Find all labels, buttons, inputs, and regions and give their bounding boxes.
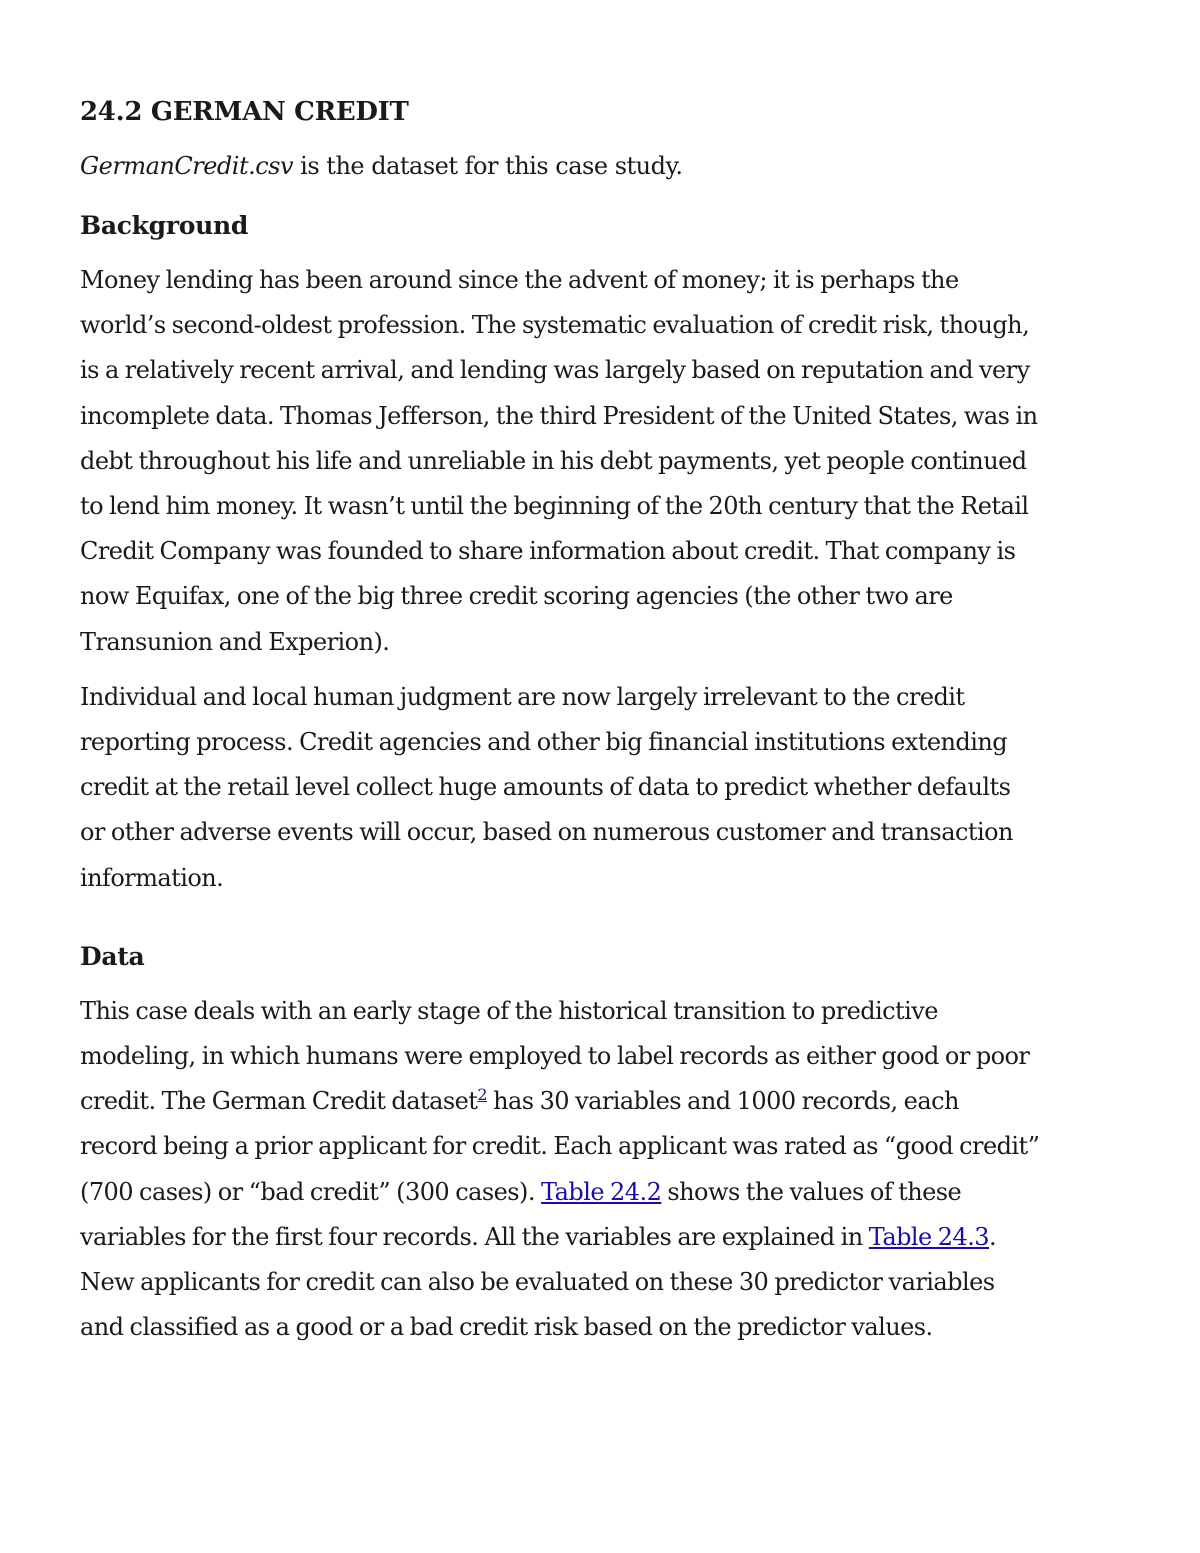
section-title: 24.2 GERMAN CREDIT (80, 97, 409, 127)
background-paragraph-1: Money lending has been around since the advent of money; it is perhaps the world’s second-oldest profession. The systematic evaluation of credit risk, though, is a relatively recent arrival, and lending was largely based on reputation and very incomplete data. Thomas Jefferson, the third President of the United States, was in debt throughout his life and unreliable in his debt payments, yet people continued to lend him money. It wasn’t until the beginning of the 20th century that the Retail Credit Company was founded to share information about credit. That company is now Equifax, one of the big three credit scoring agencies (the other two are Transunion and Experion). (80, 266, 1038, 656)
intro-sentence (80, 148, 1040, 184)
data-text-part-2: has 30 variables and 1000 records, each record being a prior applicant for credit. Each applicant was rated as “good credit” (700 cases) or “bad credit” (300 cases). (80, 1087, 1040, 1206)
background-paragraph-2: Individual and local human judgment are now largely irrelevant to the credit reporting process. Credit agencies and other big financial institutions extending credit at the retail level collect huge amounts of data to predict whether defaults or other adverse events will occur, based on numerous customer and transaction information. (80, 682, 1013, 892)
data-text-part-4: . New applicants for credit can also be evaluated on these 30 predictor variables and classified as a good or a bad credit risk based on the predictor values. (80, 1222, 997, 1342)
document-page (80, 92, 1040, 1360)
background-heading: Background (80, 211, 249, 240)
footnote-marker (477, 1085, 487, 1104)
dataset-filename: GermanCredit.csv (80, 152, 294, 180)
table-24-2-link[interactable]: Table 24.2 (541, 1177, 662, 1206)
data-paragraph (80, 989, 1040, 1351)
data-text-part-3: shows the values of these variables for the first four records. All the variables are explained in (80, 1177, 962, 1251)
footnote-link[interactable]: 2 (477, 1085, 487, 1105)
data-heading: Data (80, 941, 145, 971)
intro-text: is the dataset for this case study. (293, 152, 683, 180)
data-text-part-1: This case deals with an early stage of the historical transition to predictive modeling, in which humans were employed to label records as either good or poor credit. The German Credit dataset (80, 996, 1030, 1116)
table-24-3-link[interactable]: Table 24.3 (868, 1222, 990, 1251)
